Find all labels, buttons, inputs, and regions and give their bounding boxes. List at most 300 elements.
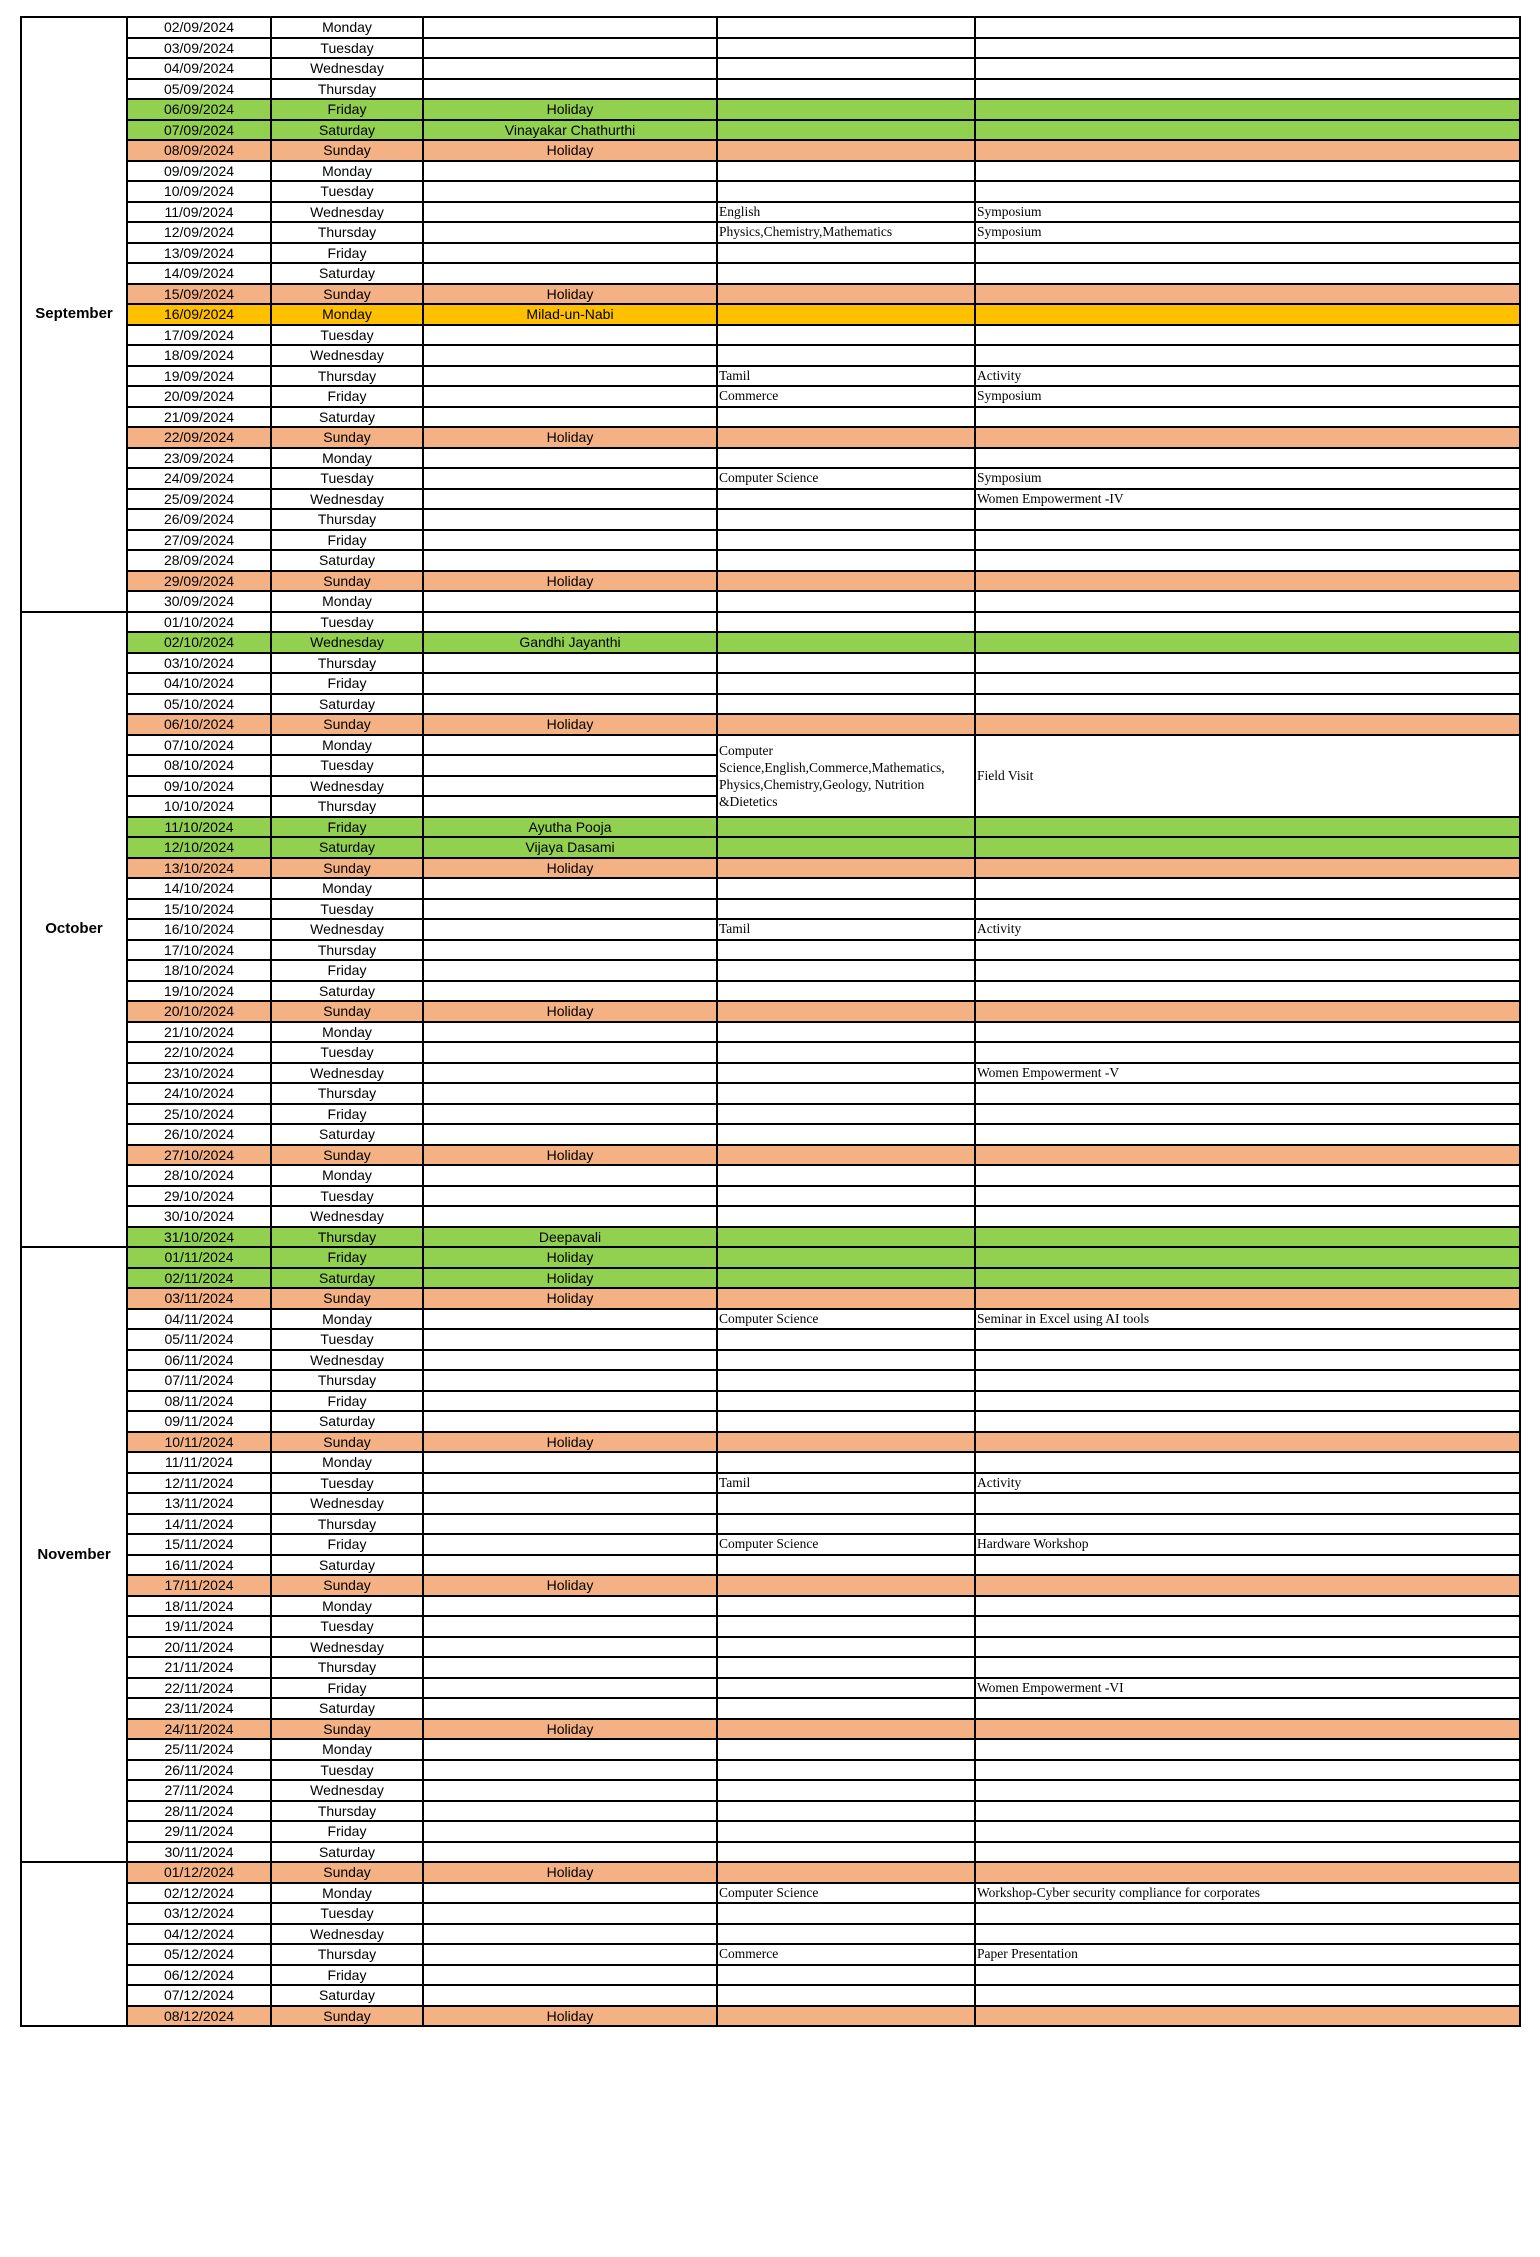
- activity-cell: [975, 550, 1520, 571]
- day-cell: Tuesday: [271, 181, 423, 202]
- department-cell: [717, 1432, 975, 1453]
- event-cell: [423, 79, 717, 100]
- event-cell: [423, 1944, 717, 1965]
- event-cell: [423, 1391, 717, 1412]
- date-cell: 08/11/2024: [127, 1391, 271, 1412]
- activity-cell: [975, 858, 1520, 879]
- day-cell: Thursday: [271, 1083, 423, 1104]
- event-cell: Holiday: [423, 284, 717, 305]
- department-cell: English: [717, 202, 975, 223]
- activity-cell: [975, 960, 1520, 981]
- day-cell: Wednesday: [271, 1493, 423, 1514]
- activity-cell: [975, 1842, 1520, 1863]
- month-label: [21, 1862, 127, 2026]
- table-row: [21, 1903, 1520, 1924]
- activity-cell: Women Empowerment -V: [975, 1063, 1520, 1084]
- table-row: [21, 1985, 1520, 2006]
- event-cell: [423, 981, 717, 1002]
- activity-cell: [975, 1452, 1520, 1473]
- day-cell: Monday: [271, 17, 423, 38]
- day-cell: Sunday: [271, 571, 423, 592]
- date-cell: 15/10/2024: [127, 899, 271, 920]
- table-row: [21, 1350, 1520, 1371]
- event-cell: [423, 550, 717, 571]
- table-row: [21, 325, 1520, 346]
- department-cell: [717, 1001, 975, 1022]
- day-cell: Sunday: [271, 1432, 423, 1453]
- event-cell: [423, 1514, 717, 1535]
- department-cell: [717, 694, 975, 715]
- day-cell: Wednesday: [271, 1350, 423, 1371]
- department-cell: [717, 1657, 975, 1678]
- event-cell: [423, 960, 717, 981]
- date-cell: 25/09/2024: [127, 489, 271, 510]
- day-cell: Sunday: [271, 1862, 423, 1883]
- day-cell: Thursday: [271, 222, 423, 243]
- date-cell: 22/10/2024: [127, 1042, 271, 1063]
- day-cell: Thursday: [271, 1801, 423, 1822]
- department-cell: [717, 530, 975, 551]
- table-row: [21, 1493, 1520, 1514]
- event-cell: Holiday: [423, 99, 717, 120]
- table-row: [21, 468, 1520, 489]
- table-row: [21, 1924, 1520, 1945]
- department-cell: [717, 571, 975, 592]
- date-cell: 03/11/2024: [127, 1288, 271, 1309]
- date-cell: 14/10/2024: [127, 878, 271, 899]
- event-cell: [423, 1493, 717, 1514]
- date-cell: 18/10/2024: [127, 960, 271, 981]
- table-row: [21, 1452, 1520, 1473]
- department-cell: [717, 1493, 975, 1514]
- department-cell: [717, 960, 975, 981]
- day-cell: Wednesday: [271, 1780, 423, 1801]
- table-row: [21, 571, 1520, 592]
- day-cell: Sunday: [271, 714, 423, 735]
- activity-cell: [975, 1042, 1520, 1063]
- activity-cell: [975, 1801, 1520, 1822]
- table-row: [21, 550, 1520, 571]
- table-row: [21, 1145, 1520, 1166]
- day-cell: Wednesday: [271, 202, 423, 223]
- event-cell: [423, 1657, 717, 1678]
- event-cell: [423, 1780, 717, 1801]
- date-cell: 31/10/2024: [127, 1227, 271, 1248]
- department-cell: [717, 632, 975, 653]
- day-cell: Wednesday: [271, 776, 423, 797]
- department-cell: [717, 1247, 975, 1268]
- date-cell: 23/10/2024: [127, 1063, 271, 1084]
- day-cell: Wednesday: [271, 345, 423, 366]
- date-cell: 19/10/2024: [127, 981, 271, 1002]
- date-cell: 06/10/2024: [127, 714, 271, 735]
- date-cell: 30/09/2024: [127, 591, 271, 612]
- day-cell: Thursday: [271, 940, 423, 961]
- department-cell: [717, 1165, 975, 1186]
- table-row: [21, 1678, 1520, 1699]
- day-cell: Monday: [271, 448, 423, 469]
- day-cell: Tuesday: [271, 899, 423, 920]
- day-cell: Thursday: [271, 79, 423, 100]
- activity-cell: [975, 509, 1520, 530]
- day-cell: Tuesday: [271, 1042, 423, 1063]
- department-cell: [717, 17, 975, 38]
- day-cell: Friday: [271, 1104, 423, 1125]
- table-row: [21, 1965, 1520, 1986]
- day-cell: Monday: [271, 1883, 423, 1904]
- day-cell: Monday: [271, 1022, 423, 1043]
- department-cell: [717, 58, 975, 79]
- date-cell: 22/11/2024: [127, 1678, 271, 1699]
- date-cell: 01/11/2024: [127, 1247, 271, 1268]
- day-cell: Sunday: [271, 858, 423, 879]
- date-cell: 09/10/2024: [127, 776, 271, 797]
- activity-cell: [975, 1862, 1520, 1883]
- day-cell: Friday: [271, 1534, 423, 1555]
- day-cell: Tuesday: [271, 1329, 423, 1350]
- event-cell: [423, 1555, 717, 1576]
- event-cell: [423, 161, 717, 182]
- table-row: [21, 489, 1520, 510]
- day-cell: Saturday: [271, 1842, 423, 1863]
- event-cell: [423, 1411, 717, 1432]
- activity-cell: [975, 1985, 1520, 2006]
- event-cell: [423, 919, 717, 940]
- department-cell: [717, 181, 975, 202]
- activity-cell: [975, 1268, 1520, 1289]
- date-cell: 02/11/2024: [127, 1268, 271, 1289]
- department-cell: [717, 1145, 975, 1166]
- event-cell: [423, 1329, 717, 1350]
- table-row: [21, 735, 1520, 756]
- department-cell: [717, 1411, 975, 1432]
- event-cell: [423, 366, 717, 387]
- table-row: [21, 1739, 1520, 1760]
- department-cell: [717, 161, 975, 182]
- event-cell: [423, 1022, 717, 1043]
- table-row: [21, 530, 1520, 551]
- date-cell: 21/10/2024: [127, 1022, 271, 1043]
- activity-cell: [975, 1514, 1520, 1535]
- date-cell: 18/11/2024: [127, 1596, 271, 1617]
- activity-cell: Paper Presentation: [975, 1944, 1520, 1965]
- event-cell: [423, 1452, 717, 1473]
- day-cell: Friday: [271, 1678, 423, 1699]
- table-row: [21, 243, 1520, 264]
- activity-cell: [975, 899, 1520, 920]
- event-cell: [423, 1534, 717, 1555]
- date-cell: 22/09/2024: [127, 427, 271, 448]
- event-cell: [423, 202, 717, 223]
- table-row: [21, 858, 1520, 879]
- event-cell: Holiday: [423, 1001, 717, 1022]
- event-cell: Vijaya Dasami: [423, 837, 717, 858]
- date-cell: 29/10/2024: [127, 1186, 271, 1207]
- activity-cell: Hardware Workshop: [975, 1534, 1520, 1555]
- day-cell: Thursday: [271, 1227, 423, 1248]
- day-cell: Thursday: [271, 796, 423, 817]
- activity-cell: [975, 140, 1520, 161]
- day-cell: Tuesday: [271, 1616, 423, 1637]
- department-cell: [717, 817, 975, 838]
- department-cell: [717, 1719, 975, 1740]
- table-row: [21, 79, 1520, 100]
- event-cell: [423, 530, 717, 551]
- day-cell: Wednesday: [271, 1206, 423, 1227]
- activity-cell: [975, 448, 1520, 469]
- date-cell: 16/10/2024: [127, 919, 271, 940]
- activity-cell: [975, 1637, 1520, 1658]
- date-cell: 19/09/2024: [127, 366, 271, 387]
- date-cell: 08/10/2024: [127, 755, 271, 776]
- day-cell: Monday: [271, 735, 423, 756]
- day-cell: Saturday: [271, 120, 423, 141]
- day-cell: Sunday: [271, 1288, 423, 1309]
- day-cell: Friday: [271, 99, 423, 120]
- table-row: [21, 99, 1520, 120]
- table-row: [21, 1391, 1520, 1412]
- event-cell: Holiday: [423, 427, 717, 448]
- day-cell: Wednesday: [271, 1063, 423, 1084]
- date-cell: 26/10/2024: [127, 1124, 271, 1145]
- department-cell: [717, 1391, 975, 1412]
- date-cell: 24/10/2024: [127, 1083, 271, 1104]
- day-cell: Tuesday: [271, 468, 423, 489]
- department-cell: [717, 550, 975, 571]
- activity-cell: [975, 161, 1520, 182]
- event-cell: Holiday: [423, 1862, 717, 1883]
- day-cell: Saturday: [271, 1124, 423, 1145]
- event-cell: [423, 386, 717, 407]
- activity-cell: [975, 1124, 1520, 1145]
- activity-cell: Symposium: [975, 222, 1520, 243]
- department-cell: [717, 1924, 975, 1945]
- department-cell: [717, 1801, 975, 1822]
- date-cell: 07/12/2024: [127, 1985, 271, 2006]
- department-cell: [717, 1288, 975, 1309]
- day-cell: Wednesday: [271, 919, 423, 940]
- table-row: [21, 427, 1520, 448]
- date-cell: 28/11/2024: [127, 1801, 271, 1822]
- date-cell: 30/10/2024: [127, 1206, 271, 1227]
- day-cell: Sunday: [271, 284, 423, 305]
- activity-cell: [975, 837, 1520, 858]
- table-row: [21, 694, 1520, 715]
- event-cell: [423, 1165, 717, 1186]
- activity-cell: [975, 181, 1520, 202]
- activity-cell: [975, 1432, 1520, 1453]
- date-cell: 29/11/2024: [127, 1821, 271, 1842]
- date-cell: 11/10/2024: [127, 817, 271, 838]
- activity-cell: [975, 591, 1520, 612]
- table-row: [21, 407, 1520, 428]
- department-cell: [717, 714, 975, 735]
- department-cell: [717, 1842, 975, 1863]
- table-row: [21, 653, 1520, 674]
- day-cell: Wednesday: [271, 489, 423, 510]
- table-row: [21, 17, 1520, 38]
- activity-cell: [975, 325, 1520, 346]
- calendar-body: [21, 17, 1520, 2026]
- date-cell: 28/10/2024: [127, 1165, 271, 1186]
- department-cell: [717, 1083, 975, 1104]
- date-cell: 05/10/2024: [127, 694, 271, 715]
- event-cell: [423, 940, 717, 961]
- department-cell: [717, 304, 975, 325]
- date-cell: 18/09/2024: [127, 345, 271, 366]
- event-cell: [423, 1104, 717, 1125]
- event-cell: [423, 1698, 717, 1719]
- event-cell: [423, 1186, 717, 1207]
- activity-cell: [975, 530, 1520, 551]
- date-cell: 04/10/2024: [127, 673, 271, 694]
- day-cell: Friday: [271, 1821, 423, 1842]
- activity-cell: [975, 714, 1520, 735]
- date-cell: 27/10/2024: [127, 1145, 271, 1166]
- table-row: [21, 981, 1520, 1002]
- table-row: [21, 448, 1520, 469]
- department-cell: [717, 591, 975, 612]
- department-cell: [717, 1022, 975, 1043]
- table-row: [21, 1657, 1520, 1678]
- event-cell: Holiday: [423, 140, 717, 161]
- date-cell: 04/09/2024: [127, 58, 271, 79]
- activity-cell: [975, 58, 1520, 79]
- table-row: [21, 878, 1520, 899]
- day-cell: Saturday: [271, 1411, 423, 1432]
- day-cell: Saturday: [271, 1698, 423, 1719]
- date-cell: 23/11/2024: [127, 1698, 271, 1719]
- event-cell: Holiday: [423, 1247, 717, 1268]
- department-cell: [717, 1350, 975, 1371]
- event-cell: Holiday: [423, 1288, 717, 1309]
- activity-cell: [975, 1780, 1520, 1801]
- activity-cell: [975, 120, 1520, 141]
- department-cell: [717, 1268, 975, 1289]
- table-row: [21, 1411, 1520, 1432]
- activity-cell: [975, 653, 1520, 674]
- event-cell: [423, 1063, 717, 1084]
- event-cell: Holiday: [423, 714, 717, 735]
- table-row: [21, 919, 1520, 940]
- table-row: [21, 1206, 1520, 1227]
- date-cell: 17/11/2024: [127, 1575, 271, 1596]
- table-row: [21, 1801, 1520, 1822]
- department-cell: [717, 1575, 975, 1596]
- day-cell: Friday: [271, 1965, 423, 1986]
- table-row: [21, 1534, 1520, 1555]
- department-cell: [717, 1985, 975, 2006]
- activity-cell: [975, 940, 1520, 961]
- department-cell: Computer Science: [717, 1883, 975, 1904]
- event-cell: [423, 1637, 717, 1658]
- date-cell: 13/09/2024: [127, 243, 271, 264]
- department-cell: [717, 345, 975, 366]
- date-cell: 12/09/2024: [127, 222, 271, 243]
- table-row: [21, 120, 1520, 141]
- department-cell: [717, 509, 975, 530]
- day-cell: Friday: [271, 1247, 423, 1268]
- event-cell: [423, 1206, 717, 1227]
- day-cell: Monday: [271, 1452, 423, 1473]
- event-cell: [423, 407, 717, 428]
- event-cell: Holiday: [423, 1145, 717, 1166]
- department-cell: [717, 1862, 975, 1883]
- activity-cell: [975, 427, 1520, 448]
- day-cell: Thursday: [271, 366, 423, 387]
- date-cell: 27/11/2024: [127, 1780, 271, 1801]
- event-cell: Deepavali: [423, 1227, 717, 1248]
- activity-cell: Seminar in Excel using AI tools: [975, 1309, 1520, 1330]
- event-cell: [423, 1678, 717, 1699]
- date-cell: 23/09/2024: [127, 448, 271, 469]
- day-cell: Tuesday: [271, 755, 423, 776]
- table-row: [21, 714, 1520, 735]
- table-row: [21, 632, 1520, 653]
- event-cell: [423, 1350, 717, 1371]
- date-cell: 19/11/2024: [127, 1616, 271, 1637]
- table-row: [21, 1432, 1520, 1453]
- department-cell: [717, 1104, 975, 1125]
- date-cell: 01/12/2024: [127, 1862, 271, 1883]
- table-row: [21, 1165, 1520, 1186]
- day-cell: Friday: [271, 1391, 423, 1412]
- activity-cell: Activity: [975, 366, 1520, 387]
- activity-cell: [975, 1083, 1520, 1104]
- activity-cell: [975, 304, 1520, 325]
- date-cell: 21/09/2024: [127, 407, 271, 428]
- event-cell: [423, 38, 717, 59]
- day-cell: Friday: [271, 243, 423, 264]
- activity-cell: [975, 1022, 1520, 1043]
- table-row: [21, 1329, 1520, 1350]
- table-row: [21, 1288, 1520, 1309]
- activity-cell: [975, 632, 1520, 653]
- event-cell: [423, 17, 717, 38]
- day-cell: Tuesday: [271, 38, 423, 59]
- activity-cell: Activity: [975, 1473, 1520, 1494]
- activity-cell: Field Visit: [975, 735, 1520, 817]
- day-cell: Friday: [271, 530, 423, 551]
- month-label: September: [21, 17, 127, 612]
- event-cell: [423, 1616, 717, 1637]
- day-cell: Thursday: [271, 509, 423, 530]
- table-row: [21, 817, 1520, 838]
- day-cell: Monday: [271, 1165, 423, 1186]
- date-cell: 08/09/2024: [127, 140, 271, 161]
- date-cell: 24/09/2024: [127, 468, 271, 489]
- date-cell: 17/09/2024: [127, 325, 271, 346]
- date-cell: 03/10/2024: [127, 653, 271, 674]
- date-cell: 03/09/2024: [127, 38, 271, 59]
- activity-cell: [975, 878, 1520, 899]
- table-row: [21, 38, 1520, 59]
- day-cell: Tuesday: [271, 1760, 423, 1781]
- table-row: [21, 1821, 1520, 1842]
- date-cell: 27/09/2024: [127, 530, 271, 551]
- activity-cell: [975, 817, 1520, 838]
- activity-cell: [975, 38, 1520, 59]
- table-row: [21, 1862, 1520, 1883]
- table-row: [21, 1268, 1520, 1289]
- event-cell: Holiday: [423, 1719, 717, 1740]
- event-cell: Vinayakar Chathurthi: [423, 120, 717, 141]
- event-cell: [423, 1370, 717, 1391]
- department-cell: Computer Science: [717, 1534, 975, 1555]
- department-cell: [717, 1821, 975, 1842]
- event-cell: [423, 1883, 717, 1904]
- date-cell: 10/10/2024: [127, 796, 271, 817]
